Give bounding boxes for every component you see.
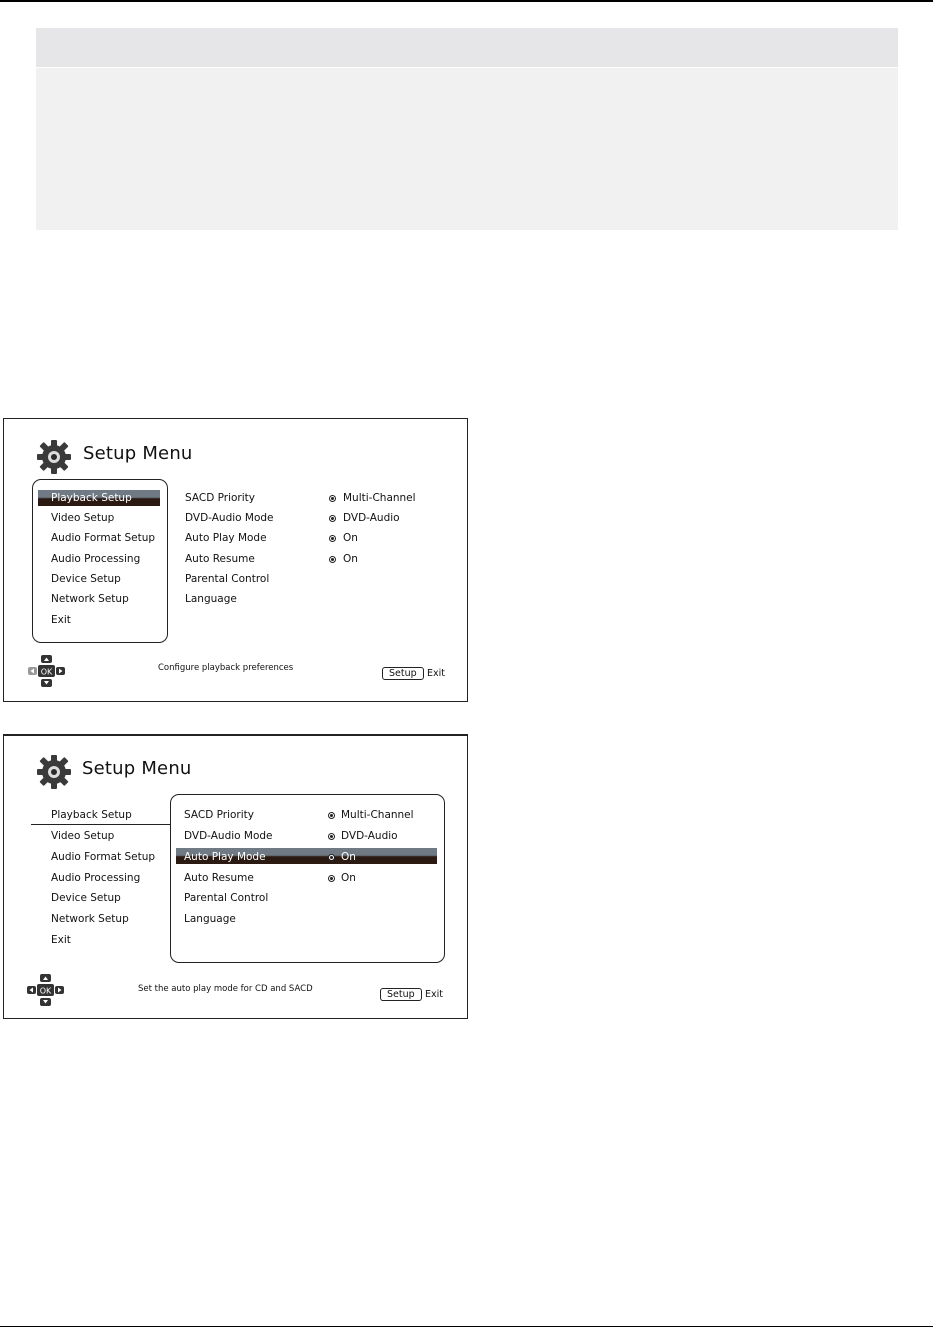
value-sacd-priority: Multi-Channel — [341, 809, 414, 821]
bottom-rule — [0, 1326, 933, 1327]
page-title: Setup Menu — [82, 758, 192, 779]
sidebar-item-exit[interactable]: Exit — [51, 614, 71, 626]
value-dvd-audio-mode: DVD-Audio — [343, 512, 400, 524]
radio-icon — [329, 495, 336, 502]
dpad-icon — [28, 655, 66, 687]
dpad-icon — [27, 974, 65, 1006]
sidebar-item-audio-format-setup[interactable]: Audio Format Setup — [51, 532, 156, 544]
sidebar-item-device-setup[interactable]: Device Setup — [51, 573, 121, 585]
hint-text: Configure playback preferences — [158, 663, 294, 673]
value-auto-resume: On — [343, 553, 358, 565]
option-dvd-audio-mode[interactable]: DVD-Audio Mode — [185, 512, 274, 524]
radio-icon — [329, 515, 336, 522]
sidebar-item-video-setup[interactable]: Video Setup — [51, 830, 115, 842]
setup-menu-screen-1 — [3, 418, 468, 702]
gear-icon — [34, 752, 74, 792]
sidebar-item-video-setup[interactable]: Video Setup — [51, 512, 115, 524]
table-header-band — [36, 28, 898, 67]
setup-button[interactable]: Setup — [382, 667, 424, 680]
parent-item-underline — [31, 824, 171, 825]
value-auto-play-mode: On — [343, 532, 358, 544]
setup-button[interactable]: Setup — [380, 988, 422, 1001]
sidebar-item-device-setup[interactable]: Device Setup — [51, 892, 121, 904]
dpad-ok-label: OK — [39, 986, 52, 996]
top-rule — [0, 0, 933, 2]
exit-label: Exit — [425, 989, 443, 1000]
option-auto-play-mode[interactable]: Auto Play Mode — [185, 532, 267, 544]
sidebar-item-playback-setup[interactable]: Playback Setup — [51, 809, 132, 821]
option-auto-resume[interactable]: Auto Resume — [184, 872, 254, 884]
sidebar-item-audio-processing[interactable]: Audio Processing — [51, 872, 141, 884]
radio-icon — [328, 833, 335, 840]
exit-label: Exit — [427, 668, 445, 679]
sidebar-item-network-setup[interactable]: Network Setup — [51, 913, 129, 925]
option-language[interactable]: Language — [185, 593, 237, 605]
radio-icon — [329, 535, 336, 542]
option-auto-play-mode[interactable]: Auto Play Mode — [184, 851, 266, 863]
option-dvd-audio-mode[interactable]: DVD-Audio Mode — [184, 830, 273, 842]
value-auto-play-mode: On — [341, 851, 356, 863]
option-sacd-priority[interactable]: SACD Priority — [185, 492, 255, 504]
value-auto-resume: On — [341, 872, 356, 884]
sidebar-item-playback-setup[interactable]: Playback Setup — [51, 492, 132, 504]
radio-icon — [329, 556, 336, 563]
option-language[interactable]: Language — [184, 913, 236, 925]
sidebar-item-network-setup[interactable]: Network Setup — [51, 593, 129, 605]
sidebar-item-audio-processing[interactable]: Audio Processing — [51, 553, 141, 565]
sidebar-item-exit[interactable]: Exit — [51, 934, 71, 946]
radio-icon — [328, 875, 335, 882]
option-sacd-priority[interactable]: SACD Priority — [184, 809, 254, 821]
page-title: Setup Menu — [83, 443, 193, 464]
option-auto-resume[interactable]: Auto Resume — [185, 553, 255, 565]
sidebar-item-audio-format-setup[interactable]: Audio Format Setup — [51, 851, 156, 863]
option-parental-control[interactable]: Parental Control — [185, 573, 270, 585]
radio-icon — [328, 812, 335, 819]
table-body-band — [36, 68, 898, 230]
value-sacd-priority: Multi-Channel — [343, 492, 416, 504]
setup-menu-screen-2 — [3, 734, 468, 1019]
option-parental-control[interactable]: Parental Control — [184, 892, 269, 904]
hint-text: Set the auto play mode for CD and SACD — [138, 984, 313, 994]
dpad-ok-label: OK — [40, 667, 53, 677]
radio-icon — [328, 854, 335, 861]
value-dvd-audio-mode: DVD-Audio — [341, 830, 398, 842]
gear-icon — [34, 437, 74, 477]
